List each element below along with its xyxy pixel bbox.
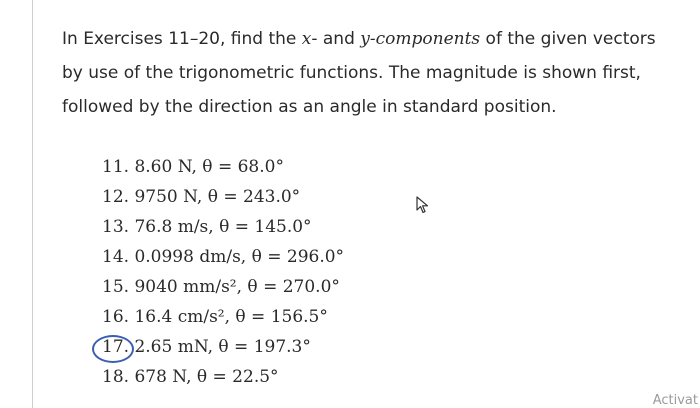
activation-watermark: Activat <box>652 393 698 408</box>
exercise-number: 18. <box>102 367 130 387</box>
exercise-text: 9040 mm/s², θ = 270.0° <box>129 277 340 297</box>
y-variable: y <box>360 29 370 49</box>
exercise-item <box>102 242 422 272</box>
mouse-pointer-icon <box>416 196 430 214</box>
exercise-text: 678 N, θ = 22.5° <box>129 367 279 387</box>
exercise-item-circled <box>102 332 422 362</box>
exercise-text: 16.4 cm/s², θ = 156.5° <box>129 307 328 327</box>
exercise-text: 2.65 mN, θ = 197.3° <box>129 337 311 357</box>
exercise-text: 0.0998 dm/s, θ = 296.0° <box>129 247 345 267</box>
exercise-number: 13. <box>102 217 130 237</box>
exercise-text: 9750 N, θ = 243.0° <box>129 187 301 207</box>
hand-drawn-circle <box>92 335 134 363</box>
components-term: -components <box>369 29 481 49</box>
instructions-paragraph <box>62 22 662 124</box>
exercise-item <box>102 212 422 242</box>
exercise-number: 15. <box>102 277 130 297</box>
exercise-number: 11. <box>102 157 130 177</box>
intro-text-2: - and <box>311 29 361 49</box>
exercise-number: 12. <box>102 187 130 207</box>
x-variable: x <box>301 29 312 49</box>
exercise-item <box>102 182 422 212</box>
intro-text-1: In Exercises 11–20, find the <box>62 29 302 49</box>
exercise-list <box>102 152 422 392</box>
exercise-item <box>102 362 422 392</box>
exercise-item <box>102 272 422 302</box>
exercise-number: 17. <box>102 337 130 357</box>
exercise-number: 16. <box>102 307 130 327</box>
exercise-item <box>102 152 422 182</box>
exercise-text: 8.60 N, θ = 68.0° <box>129 157 284 177</box>
intro-text-3: of the given vectors by use of the trigonometric functions. The magnitude is shown first, followed by the direction as an angle in standard position. <box>62 29 656 117</box>
exercise-text: 76.8 m/s, θ = 145.0° <box>129 217 312 237</box>
exercise-item <box>102 302 422 332</box>
page-left-border <box>32 0 33 408</box>
exercise-number: 14. <box>102 247 130 267</box>
